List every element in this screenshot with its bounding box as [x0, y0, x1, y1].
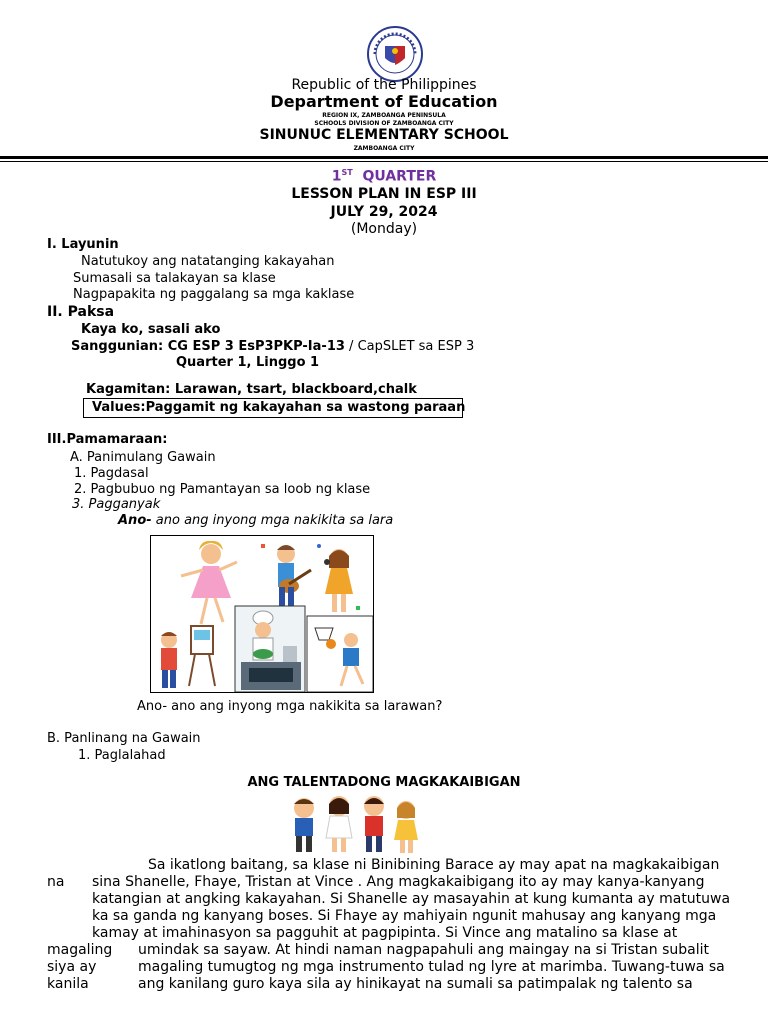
story-line: umindak sa sayaw. At hindi naman nagpapahuli ang maingay na si Tristan subalit [138, 942, 710, 958]
prompt-prefix: Ano- [118, 513, 152, 528]
child-4 [394, 801, 418, 853]
paksa-sanggunian [71, 339, 474, 354]
panimulang-gawain: A. Panimulang Gawain [70, 450, 216, 465]
story-line-left: siya ay [47, 959, 97, 975]
talent-collage-image [150, 535, 374, 693]
step-paglalahad: 1. Paglalahad [78, 748, 166, 763]
children-group-image [284, 792, 424, 856]
pagganyak-prompt [118, 513, 393, 528]
layunin-item: Nagpapakita ng paggalang sa mga kaklase [73, 287, 355, 302]
story-line: kamay at imahinasyon sa pagguhit at pagpipinta. Si Vince ang matalino sa klase at [92, 925, 678, 941]
panlinang-gawain: B. Panlinang na Gawain [47, 731, 201, 746]
quarter-word: QUARTER [362, 168, 437, 185]
basketball-figure [307, 616, 373, 692]
quarter-sup: ST [341, 168, 353, 177]
quarter-title [0, 168, 768, 185]
prompt-rest: ano ang inyong mga nakikita sa lara [151, 513, 394, 528]
header-school: SINUNUC ELEMENTARY SCHOOL [259, 127, 509, 143]
paksa-values: Values:Paggamit ng kakayahan sa wastong paraan [92, 400, 466, 415]
child-3 [364, 796, 384, 852]
paksa-quarter-week: Quarter 1, Linggo 1 [176, 355, 320, 370]
ballerina-figure [181, 541, 237, 624]
child-2 [326, 796, 352, 852]
sanggunian-rest: / CapSLET sa ESP 3 [344, 339, 475, 354]
story-line-left: na [47, 874, 65, 890]
painter-figure [161, 626, 215, 688]
child-1 [294, 798, 314, 852]
story-line-left: kanila [47, 976, 89, 992]
collage-question: Ano- ano ang inyong mga nakikita sa larawan? [137, 699, 443, 714]
step-pagganyak: 3. Pagganyak [72, 497, 161, 512]
step-pamantayan: 2. Pagbubuo ng Pamantayan sa loob ng klase [74, 482, 371, 497]
quarter-number: 1 [331, 168, 342, 185]
header-city: ZAMBOANGA CITY [353, 145, 415, 152]
paksa-kagamitan: Kagamitan: Larawan, tsart, blackboard,chalk [86, 382, 417, 397]
step-pagdasal: 1. Pagdasal [74, 466, 149, 481]
header-divider-thin [0, 161, 768, 162]
header-divider [0, 156, 768, 159]
paksa-topic: Kaya ko, sasali ako [81, 322, 221, 337]
layunin-heading: I. Layunin [47, 237, 119, 252]
lesson-day: (Monday) [350, 221, 418, 237]
story-line: magaling tumugtog ng mga instrumento tulad ng lyre at marimba. Tuwang-tuwa sa [138, 959, 725, 975]
header-division: SCHOOLS DIVISION OF ZAMBOANGA CITY [314, 120, 454, 127]
paksa-heading: II. Paksa [47, 304, 115, 320]
story-line: katangian at angking kakayahan. Si Shanelle ay masayahin at kung kumanta ay matutuwa [92, 891, 731, 907]
layunin-item: Natutukoy ang natatanging kakayahan [81, 254, 335, 269]
story-line: ang kanilang guro kaya sila ay hinikayat na sumali sa patimpalak ng talento sa [138, 976, 693, 992]
story-line-left: magaling [47, 942, 113, 958]
story-line: sina Shanelle, Fhaye, Tristan at Vince . Ang magkakaibigang ito ay may kanya-kanyang [92, 874, 705, 890]
header-department: Department of Education [270, 92, 498, 111]
lesson-date: JULY 29, 2024 [330, 204, 438, 220]
story-line: Sa ikatlong baitang, sa klase ni Binibining Barace ay may apat na magkakaibigan [148, 857, 720, 873]
story-line: ka sa ganda ng kanyang boses. Si Fhaye ay mahiyain ngunit mahusay ang kanyang mga [92, 908, 717, 924]
deped-seal [367, 26, 423, 82]
header-republic: Republic of the Philippines [291, 77, 477, 93]
header-region: REGION IX, ZAMBOANGA PENINSULA [322, 112, 446, 119]
layunin-item: Sumasali sa talakayan sa klase [73, 271, 276, 286]
story-title: ANG TALENTADONG MAGKAKAIBIGAN [247, 775, 521, 790]
pamamaraan-heading: III.Pamamaraan: [47, 432, 168, 447]
sanggunian-label: Sanggunian: CG ESP 3 EsP3PKP-Ia-13 [71, 339, 345, 354]
chef-figure [235, 606, 305, 692]
singer-girl-figure [324, 549, 353, 612]
guitar-boy-figure [277, 545, 311, 609]
lesson-title: LESSON PLAN IN ESP III [291, 186, 477, 202]
